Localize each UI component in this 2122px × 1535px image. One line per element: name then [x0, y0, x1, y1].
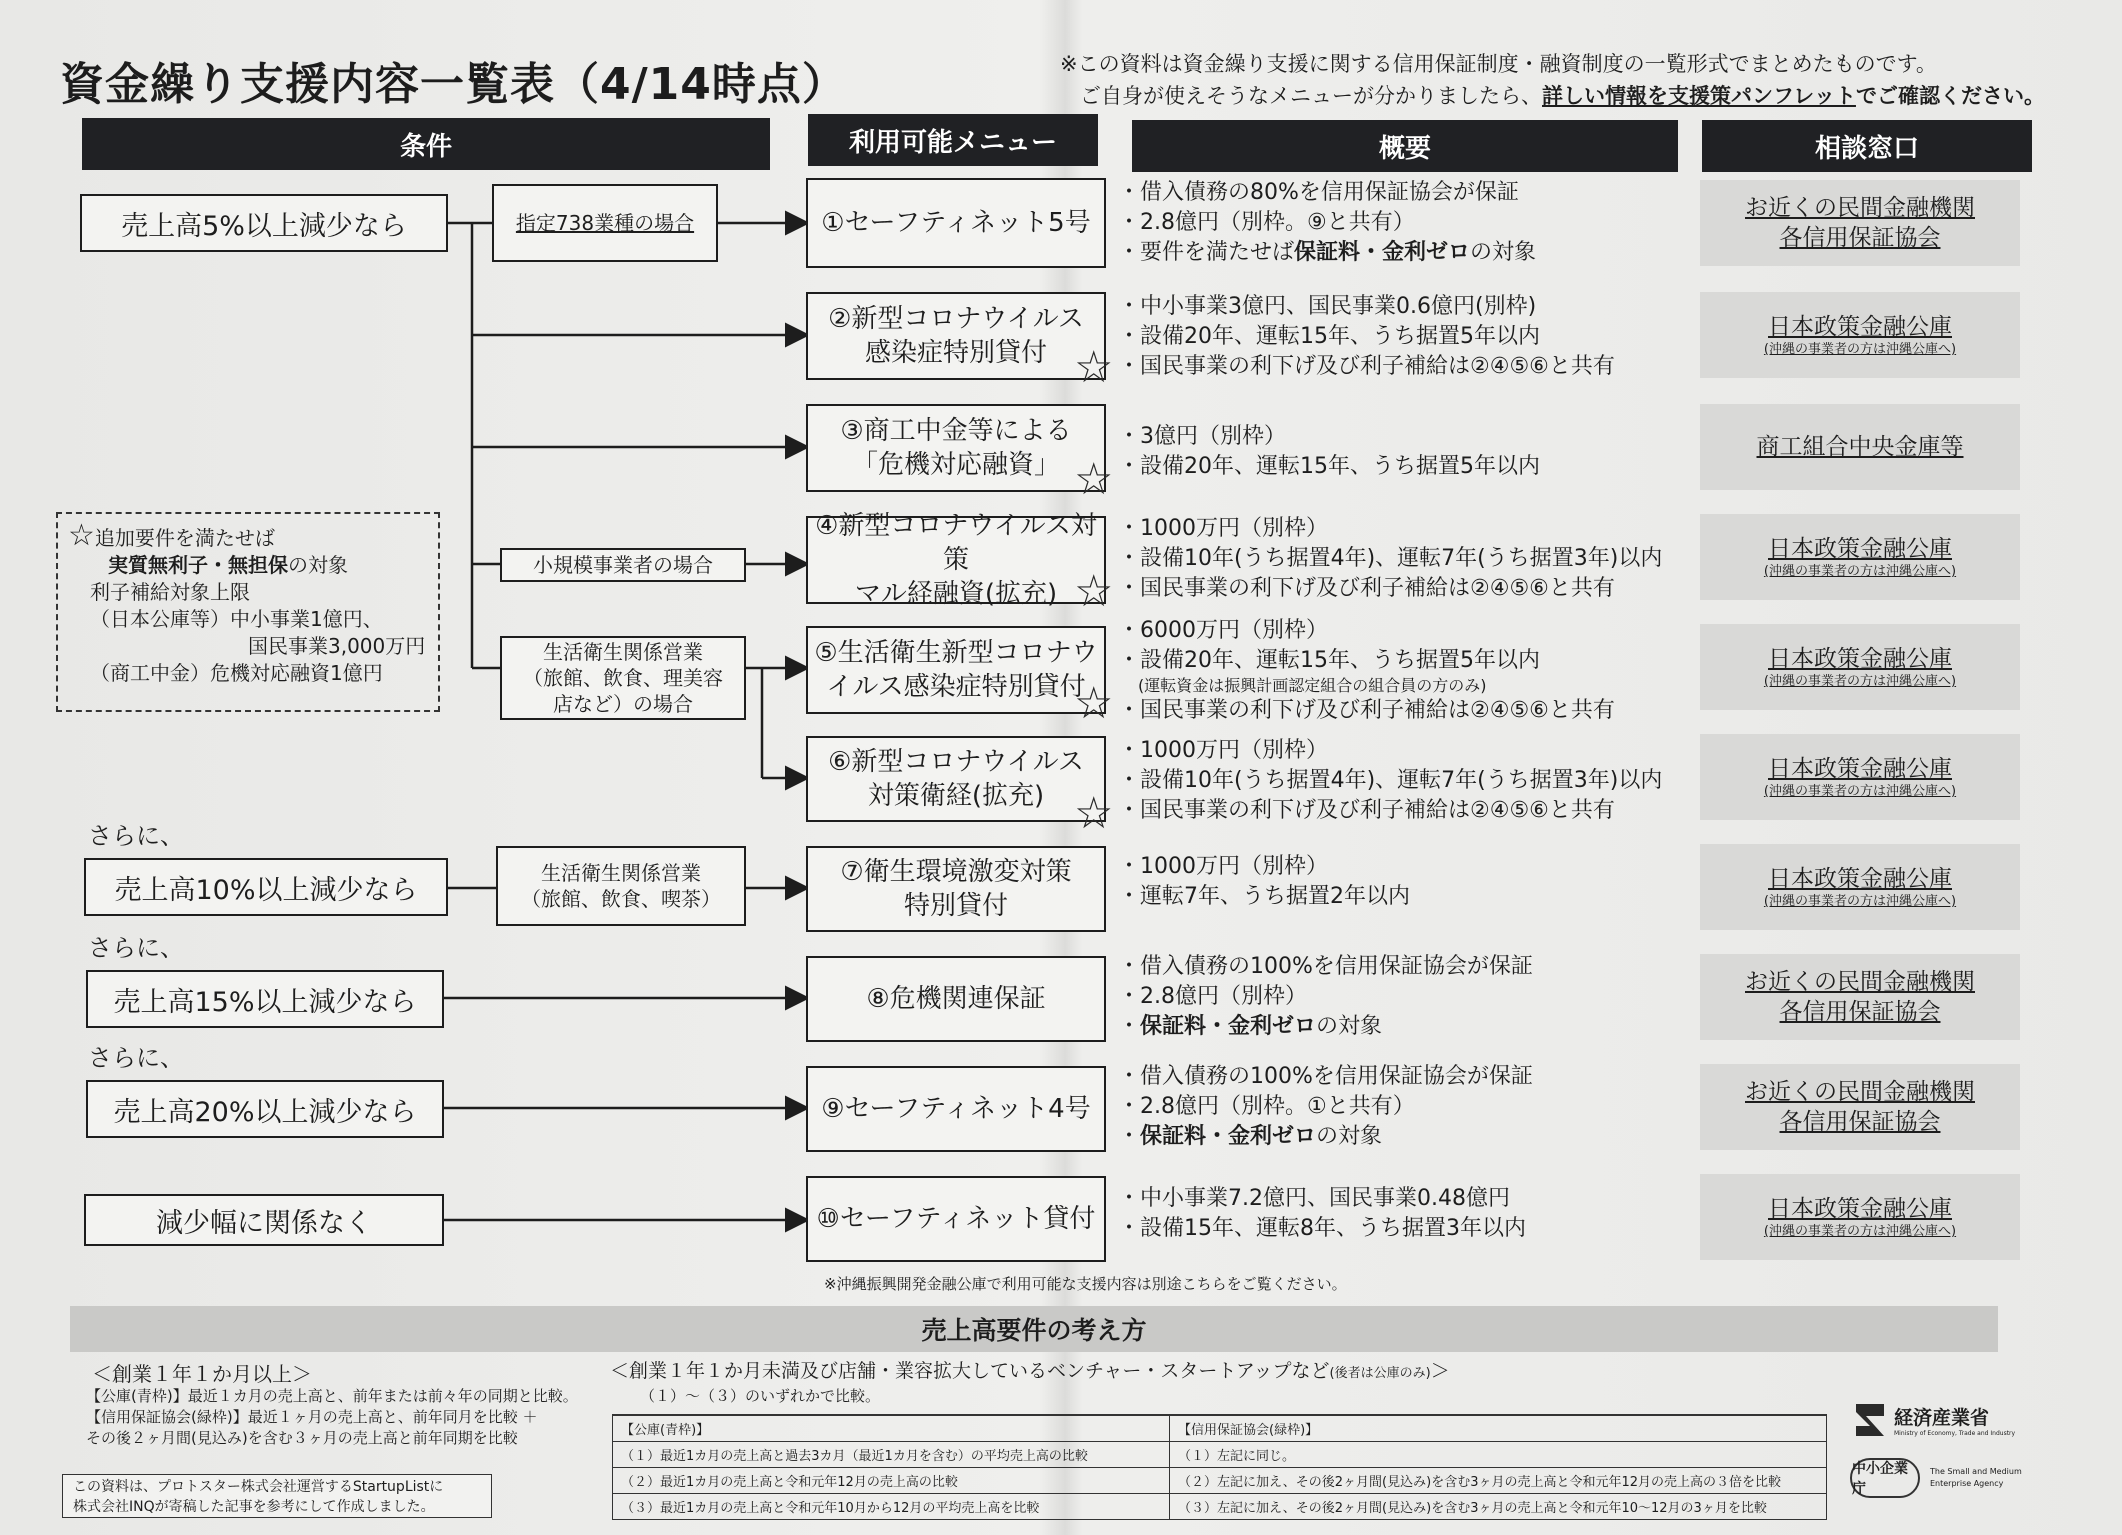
- subcond-line: 店など）の場合: [553, 692, 693, 716]
- meti-name: 経済産業省: [1894, 1407, 1990, 1429]
- summary-7: [1118, 852, 1410, 912]
- left-note-line: その後２ヶ月間(見込み)を含む３ヶ月の売上高と前年同期を比較: [86, 1429, 518, 1447]
- contact-link[interactable]: 商工組合中央金庫等: [1756, 434, 1964, 460]
- menu-label: 感染症特別貸付: [864, 338, 1047, 368]
- summary-line: ・2.8億円（別枠）: [1118, 984, 1307, 1009]
- subcond-738: 指定738業種の場合: [492, 184, 718, 262]
- menu-label: ⑥新型コロナウイルス: [828, 747, 1084, 777]
- summary-line: ・借入債務の80%を信用保証協会が保証: [1118, 180, 1519, 205]
- star-note-line3: 利子補給対象上限: [90, 580, 250, 604]
- subcond-line: 生活衛生関係営業: [541, 861, 701, 885]
- contact-link[interactable]: 日本政策金融公庫: [1768, 314, 1952, 340]
- contact-link[interactable]: 日本政策金融公庫: [1768, 646, 1952, 672]
- table-cell: （２）左記に加え、その後2ヶ月間(見込み)を含む3ヶ月の売上高と令和元年12月の売上高の３倍を比較: [1170, 1468, 1827, 1494]
- star-note: [56, 512, 440, 712]
- menu-label: ⑩セーフティネット貸付: [816, 1204, 1096, 1234]
- sme-logo-text: [1930, 1466, 2022, 1490]
- menu-label: ⑤生活衛生新型コロナウ: [814, 638, 1098, 668]
- menu-label: ⑨セーフティネット4号: [821, 1094, 1091, 1124]
- subcond-small: 小規模事業者の場合: [500, 548, 746, 582]
- contact-9[interactable]: [1700, 1064, 2020, 1150]
- contact-link[interactable]: 各信用保証協会: [1779, 999, 1941, 1025]
- contact-link[interactable]: お近くの民間金融機関: [1745, 1079, 1975, 1105]
- summary-line: ・設備20年、運転15年、うち据置5年以内: [1118, 454, 1540, 479]
- star-note-text: 追加要件を満たせば: [94, 526, 275, 550]
- summary-text: ・: [1118, 1014, 1141, 1039]
- okinawa-note: ※沖縄振興開発金融公庫で利用可能な支援内容は別途こちらをご覧ください。: [824, 1275, 1347, 1293]
- menu-label: 特別貸付: [903, 891, 1008, 921]
- contact-6[interactable]: [1700, 734, 2020, 820]
- menu-label: ②新型コロナウイルス: [828, 304, 1084, 334]
- summary-bold: 保証料・金利ゼロ: [1140, 1014, 1317, 1039]
- menu-4: [806, 511, 1106, 609]
- right-title-end: ＞: [1430, 1360, 1450, 1382]
- table-cell: （２）最近1カ月の売上高と令和元年12月の売上高の比較: [613, 1468, 1170, 1494]
- menu-2: [806, 292, 1106, 380]
- summary-line: ・借入債務の100%を信用保証協会が保証: [1118, 1064, 1533, 1089]
- sme-name-en: Enterprise Agency: [1930, 1479, 2004, 1488]
- summary-line: ・2.8億円（別枠。⑨と共有）: [1118, 210, 1415, 235]
- left-notes: [86, 1386, 578, 1449]
- contact-4[interactable]: [1700, 514, 2020, 600]
- star-icon: ☆: [68, 518, 95, 553]
- contact-3[interactable]: [1700, 404, 2020, 490]
- table-row: [613, 1442, 1827, 1468]
- menu-label: ④新型コロナウイルス対策: [815, 511, 1097, 575]
- contact-link[interactable]: 日本政策金融公庫: [1768, 866, 1952, 892]
- sarani-label: さらに、: [88, 1044, 184, 1072]
- summary-line: ・1000万円（別枠）: [1118, 516, 1328, 541]
- condition-5pct: 売上高5%以上減少なら: [80, 194, 448, 252]
- star-note-line1: [68, 518, 428, 553]
- star-icon: ☆: [1074, 788, 1114, 839]
- sme-logo: [1850, 1458, 2022, 1498]
- contact-7[interactable]: [1700, 844, 2020, 930]
- left-note-line: 【公庫(青枠)】最近１カ月の売上高と、前年または前々年の同期と比較。: [86, 1387, 578, 1405]
- menu-1: [806, 178, 1106, 268]
- contact-1[interactable]: [1700, 180, 2020, 266]
- table-head-left: 【公庫(青枠)】: [613, 1415, 1170, 1442]
- summary-line: ・6000万円（別枠）: [1118, 618, 1328, 643]
- condition-20pct: 売上高20%以上減少なら: [86, 1080, 444, 1138]
- summary-10: [1118, 1184, 1526, 1244]
- summary-2: [1118, 292, 1615, 382]
- table-row: [613, 1468, 1827, 1494]
- summary-line: ・国民事業の利下げ及び利子補給は②④⑤⑥と共有: [1118, 698, 1615, 723]
- subcond-seikatsu: [500, 636, 746, 720]
- star-note-bold: 実質無利子・無担保: [108, 553, 288, 577]
- menu-7: [806, 846, 1106, 932]
- menu-label: ①セーフティネット5号: [821, 208, 1091, 238]
- star-note-text: の対象: [288, 553, 348, 577]
- table-head-right: 【信用保証協会(緑枠)】: [1170, 1415, 1827, 1442]
- summary-text: ・: [1118, 1124, 1141, 1149]
- table-cell: （３）左記に加え、その後2ヶ月間(見込み)を含む3ヶ月の売上高と令和元年10～12月の3ヶ月を比較: [1170, 1494, 1827, 1520]
- table-cell: （１）最近1カ月の売上高と過去3カ月（最近1カ月を含む）の平均売上高の比較: [613, 1442, 1170, 1468]
- menu-5: [806, 626, 1106, 714]
- menu-label: マル経融資(拡充): [854, 579, 1058, 609]
- meti-logo: [1852, 1400, 2015, 1440]
- meti-logo-text: [1894, 1403, 2015, 1437]
- comparison-table: [612, 1414, 1827, 1520]
- menu-label: ③商工中金等による: [840, 416, 1072, 446]
- subcond-line: （旅館、飲食、理美容: [523, 666, 723, 690]
- header-summary: 概要: [1132, 120, 1678, 172]
- subcond-seikatsu-2: [496, 846, 746, 926]
- left-title: ＜創業１年１か月以上＞: [92, 1362, 312, 1386]
- menu-6: [806, 736, 1106, 822]
- menu-label: 対策衛経(拡充): [867, 781, 1045, 811]
- summary-3: [1118, 422, 1540, 482]
- summary-line: ・1000万円（別枠）: [1118, 854, 1328, 879]
- credit-line: この資料は、プロトスター株式会社運営するStartupListに: [73, 1479, 444, 1495]
- table-cell: （１）左記に同じ。: [1170, 1442, 1827, 1468]
- header-menu: 利用可能メニュー: [808, 114, 1098, 166]
- contact-note: (沖縄の事業者の方は沖縄公庫へ): [1763, 784, 1957, 799]
- summary-line: ・国民事業の利下げ及び利子補給は②④⑤⑥と共有: [1118, 798, 1615, 823]
- menu-3: [806, 404, 1106, 492]
- top-note-text: ご自身が使えそうなメニューが分かりましたら、: [1080, 84, 1542, 108]
- summary-6: [1118, 736, 1662, 826]
- header-conditions: 条件: [82, 118, 770, 170]
- menu-10: [806, 1176, 1106, 1262]
- contact-8[interactable]: [1700, 954, 2020, 1040]
- contact-note: (沖縄の事業者の方は沖縄公庫へ): [1763, 342, 1957, 357]
- summary-bold: 保証料・金利ゼロ: [1140, 1124, 1317, 1149]
- contact-2[interactable]: [1700, 292, 2020, 378]
- summary-4: [1118, 514, 1662, 604]
- top-note-text-end: でご確認ください。: [1855, 84, 2045, 108]
- star-icon: ☆: [1074, 678, 1114, 729]
- summary-8: [1118, 952, 1533, 1042]
- contact-link[interactable]: お近くの民間金融機関: [1745, 195, 1975, 221]
- summary-text: の対象: [1316, 1124, 1383, 1149]
- star-note-line2: [68, 552, 428, 579]
- credit-box: [62, 1474, 492, 1518]
- right-title-text: ＜創業１年１か月未満及び店舗・業容拡大しているベンチャー・スタートアップなど: [610, 1360, 1330, 1382]
- menu-label: イルス感染症特別貸付: [826, 672, 1086, 702]
- summary-line: ・中小事業7.2億円、国民事業0.48億円: [1118, 1186, 1510, 1211]
- sales-requirement-bar: 売上高要件の考え方: [70, 1306, 1998, 1352]
- meti-name-en: Ministry of Economy, Trade and Industry: [1894, 1430, 2016, 1437]
- star-note-line4: （日本公庫等）中小事業1億円、: [90, 607, 383, 631]
- summary-line: ・3億円（別枠）: [1118, 424, 1286, 449]
- subcond-line: （旅館、飲食、喫茶）: [521, 887, 721, 911]
- summary-text: ・要件を満たせば: [1118, 240, 1295, 265]
- summary-note: (運転資金は振興計画認定組合の組合員の方のみ): [1138, 676, 1487, 695]
- summary-line: ・中小事業3億円、国民事業0.6億円(別枠): [1118, 294, 1537, 319]
- menu-label: ⑦衛生環境激変対策: [840, 857, 1072, 887]
- contact-link[interactable]: お近くの民間金融機関: [1745, 969, 1975, 995]
- summary-line: [1118, 238, 1536, 268]
- pamphlet-link[interactable]: 詳しい情報を支援策パンフレット: [1542, 84, 1856, 108]
- star-icon: ☆: [1074, 454, 1114, 505]
- menu-8: [806, 956, 1106, 1042]
- contact-10[interactable]: [1700, 1174, 2020, 1260]
- contact-link[interactable]: 日本政策金融公庫: [1768, 536, 1952, 562]
- summary-line: ・2.8億円（別枠。①と共有）: [1118, 1094, 1415, 1119]
- sme-logo-mark: 中小企業庁: [1850, 1458, 1920, 1498]
- top-note-line1: ※この資料は資金繰り支援に関する信用保証制度・融資制度の一覧形式でまとめたものです。: [1060, 52, 1937, 76]
- contact-link[interactable]: 各信用保証協会: [1779, 225, 1941, 251]
- summary-line: ・国民事業の利下げ及び利子補給は②④⑤⑥と共有: [1118, 354, 1615, 379]
- contact-link[interactable]: 日本政策金融公庫: [1768, 756, 1952, 782]
- summary-line: ・運転7年、うち据置2年以内: [1118, 884, 1410, 909]
- star-note-line6: （商工中金）危機対応融資1億円: [90, 661, 383, 685]
- right-title: [610, 1356, 1450, 1383]
- page-title: 資金繰り支援内容一覧表（4/14時点）: [60, 59, 847, 110]
- summary-text: の対象: [1316, 1014, 1383, 1039]
- contact-note: (沖縄の事業者の方は沖縄公庫へ): [1763, 564, 1957, 579]
- menu-9: [806, 1066, 1106, 1152]
- left-note-line: 【信用保証協会(緑枠)】最近１ヶ月の売上高と、前年同月を比較 ＋: [86, 1408, 538, 1426]
- summary-line: ・設備15年、運転8年、うち据置3年以内: [1118, 1216, 1526, 1241]
- condition-15pct: 売上高15%以上減少なら: [86, 970, 444, 1028]
- star-icon: ☆: [1074, 342, 1114, 393]
- table-cell: （３）最近1カ月の売上高と令和元年10月から12月の平均売上高を比較: [613, 1494, 1170, 1520]
- summary-text: の対象: [1470, 240, 1537, 265]
- summary-line: ・設備20年、運転15年、うち据置5年以内: [1118, 648, 1540, 673]
- summary-9: [1118, 1062, 1533, 1152]
- contact-link[interactable]: 日本政策金融公庫: [1768, 1196, 1952, 1222]
- credit-line: 株式会社INQが寄稿した記事を参考にして作成しました。: [73, 1499, 435, 1515]
- meti-logo-icon: [1852, 1400, 1888, 1440]
- contact-note: (沖縄の事業者の方は沖縄公庫へ): [1763, 674, 1957, 689]
- header-contact: 相談窓口: [1702, 120, 2032, 172]
- contact-link[interactable]: 各信用保証協会: [1779, 1109, 1941, 1135]
- top-note: [1060, 48, 2100, 112]
- menu-label: 「危機対応融資」: [851, 450, 1060, 480]
- summary-line: ・1000万円（別枠）: [1118, 738, 1328, 763]
- table-row: [613, 1415, 1827, 1442]
- summary-5: [1118, 616, 1615, 726]
- table-row: [613, 1494, 1827, 1520]
- summary-line: ・設備20年、運転15年、うち据置5年以内: [1118, 324, 1540, 349]
- subcond-line: 生活衛生関係営業: [543, 640, 703, 664]
- summary-1: [1118, 178, 1536, 268]
- summary-line: ・国民事業の利下げ及び利子補給は②④⑤⑥と共有: [1118, 576, 1615, 601]
- star-icon: ☆: [1074, 566, 1114, 617]
- summary-line: [1118, 1122, 1533, 1152]
- sarani-label: さらに、: [88, 934, 184, 962]
- summary-line: ・借入債務の100%を信用保証協会が保証: [1118, 954, 1533, 979]
- right-sub: （１）～（３）のいずれかで比較。: [640, 1387, 881, 1405]
- summary-line: ・設備10年(うち据置4年)、運転7年(うち据置3年)以内: [1118, 546, 1663, 571]
- summary-bold: 保証料・金利ゼロ: [1294, 240, 1471, 265]
- comparison-table-grid: [612, 1414, 1827, 1520]
- contact-note: (沖縄の事業者の方は沖縄公庫へ): [1763, 1224, 1957, 1239]
- summary-line: [1118, 1012, 1533, 1042]
- top-note-line2: [1060, 80, 2100, 112]
- sme-name-en: The Small and Medium: [1930, 1467, 2022, 1476]
- sarani-label: さらに、: [88, 822, 184, 850]
- condition-10pct: 売上高10%以上減少なら: [84, 858, 448, 916]
- star-note-line5: 国民事業3,000万円: [248, 634, 426, 658]
- contact-note: (沖縄の事業者の方は沖縄公庫へ): [1763, 894, 1957, 909]
- menu-label: ⑧危機関連保証: [866, 984, 1046, 1014]
- right-title-note: (後者は公庫のみ): [1329, 1366, 1431, 1381]
- summary-line: ・設備10年(うち据置4年)、運転7年(うち据置3年)以内: [1118, 768, 1663, 793]
- condition-any: 減少幅に関係なく: [84, 1194, 444, 1246]
- contact-5[interactable]: [1700, 624, 2020, 710]
